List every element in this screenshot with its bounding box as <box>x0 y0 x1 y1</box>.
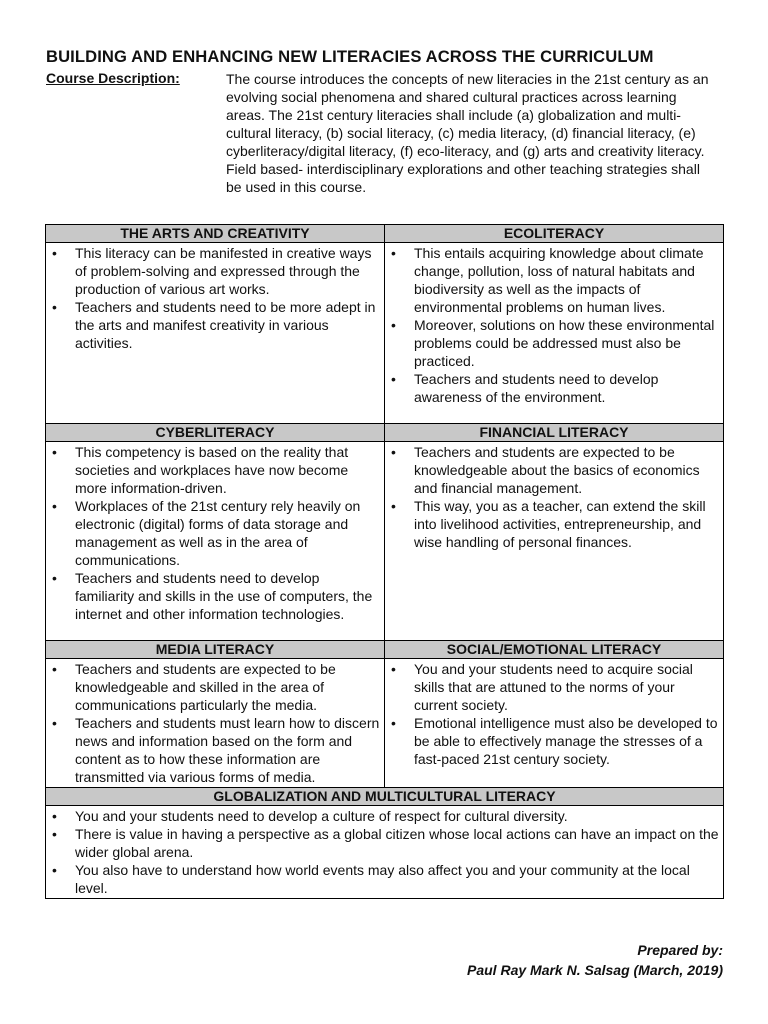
table-row <box>46 806 724 899</box>
global-cell <box>46 806 724 899</box>
cyber-cell <box>46 442 385 641</box>
list-item: • Moreover, solutions on how these environmental problems could be addressed must also be practiced. <box>414 316 719 370</box>
list-item: • There is value in having a perspective as a global citizen whose local actions can have an impact on the wider global arena. <box>75 825 719 861</box>
author-name: Paul Ray Mark N. Salsag (March, 2019) <box>467 962 723 978</box>
list-item: • This entails acquiring knowledge about climate change, pollution, loss of natural habitats and biodiversity as well as the impacts of environmental problems on human lives. <box>414 244 719 316</box>
list-item: • You also have to understand how world events may also affect you and your community at the local level. <box>75 861 719 897</box>
social-heading: SOCIAL/EMOTIONAL LITERACY <box>385 641 724 659</box>
cyber-heading: CYBERLITERACY <box>46 424 385 442</box>
literacies-table <box>45 224 724 899</box>
global-bullets <box>46 806 723 898</box>
list-item: • Teachers and students need to develop awareness of the environment. <box>414 370 719 406</box>
eco-bullets <box>385 243 723 407</box>
course-description-text: The course introduces the concepts of new literacies in the 21st century as an evolving social phenomena and shared cultural practices across learning areas. The 21st century literacies shall include (a) globalization and multi-cultural literacy, (b) social literacy, (c) media literacy, (d) financial literacy, (e) cyberliteracy/digital literacy, (f) eco-literacy, and (g) arts and creativity literacy. Field based- interdisciplinary explorations and other teaching strategies shall be used in this course. <box>226 71 709 195</box>
media-bullets <box>46 659 384 787</box>
table-header-row <box>46 641 724 659</box>
list-item: • This literacy can be manifested in creative ways of problem-solving and expressed through the production of various art works. <box>75 244 380 298</box>
eco-cell <box>385 243 724 424</box>
list-item: • This way, you as a teacher, can extend the skill into livelihood activities, entrepreneurship, and wise handling of personal finances. <box>414 497 719 551</box>
table-row <box>46 659 724 788</box>
prepared-by-block <box>467 940 723 980</box>
arts-heading: THE ARTS AND CREATIVITY <box>46 225 385 243</box>
social-cell <box>385 659 724 788</box>
list-item: • You and your students need to develop a culture of respect for cultural diversity. <box>75 807 719 825</box>
document-title: BUILDING AND ENHANCING NEW LITERACIES ACROSS THE CURRICULUM <box>46 47 654 66</box>
financial-heading: FINANCIAL LITERACY <box>385 424 724 442</box>
list-item: • Teachers and students need to be more adept in the arts and manifest creativity in various activities. <box>75 298 380 352</box>
cyber-bullets <box>46 442 384 624</box>
list-item: • Teachers and students are expected to be knowledgeable and skilled in the area of communications particularly the media. <box>75 660 380 714</box>
list-item: • This competency is based on the reality that societies and workplaces have now become more information-driven. <box>75 443 380 497</box>
financial-cell <box>385 442 724 641</box>
table-row <box>46 243 724 424</box>
list-item: • Teachers and students must learn how to discern news and information based on the form and content as to how these information are transmitted via various forms of media. <box>75 714 380 786</box>
list-item: • Teachers and students are expected to be knowledgeable about the basics of economics and financial management. <box>414 443 719 497</box>
course-description-label: Course Description: <box>46 70 180 86</box>
global-heading: GLOBALIZATION AND MULTICULTURAL LITERACY <box>46 788 724 806</box>
arts-cell <box>46 243 385 424</box>
list-item: • Teachers and students need to develop familiarity and skills in the use of computers, the internet and other information technologies. <box>75 569 380 623</box>
media-cell <box>46 659 385 788</box>
table-header-row <box>46 225 724 243</box>
eco-heading: ECOLITERACY <box>385 225 724 243</box>
prepared-by-label: Prepared by: <box>637 942 723 958</box>
list-item: • You and your students need to acquire social skills that are attuned to the norms of your current society. <box>414 660 719 714</box>
financial-bullets <box>385 442 723 552</box>
media-heading: MEDIA LITERACY <box>46 641 385 659</box>
table-header-row <box>46 424 724 442</box>
table-row <box>46 442 724 641</box>
list-item: • Emotional intelligence must also be developed to be able to effectively manage the stresses of a fast-paced 21st century society. <box>414 714 719 768</box>
table-header-row <box>46 788 724 806</box>
list-item: • Workplaces of the 21st century rely heavily on electronic (digital) forms of data storage and management as well as in the area of communications. <box>75 497 380 569</box>
social-bullets <box>385 659 723 769</box>
arts-bullets <box>46 243 384 353</box>
